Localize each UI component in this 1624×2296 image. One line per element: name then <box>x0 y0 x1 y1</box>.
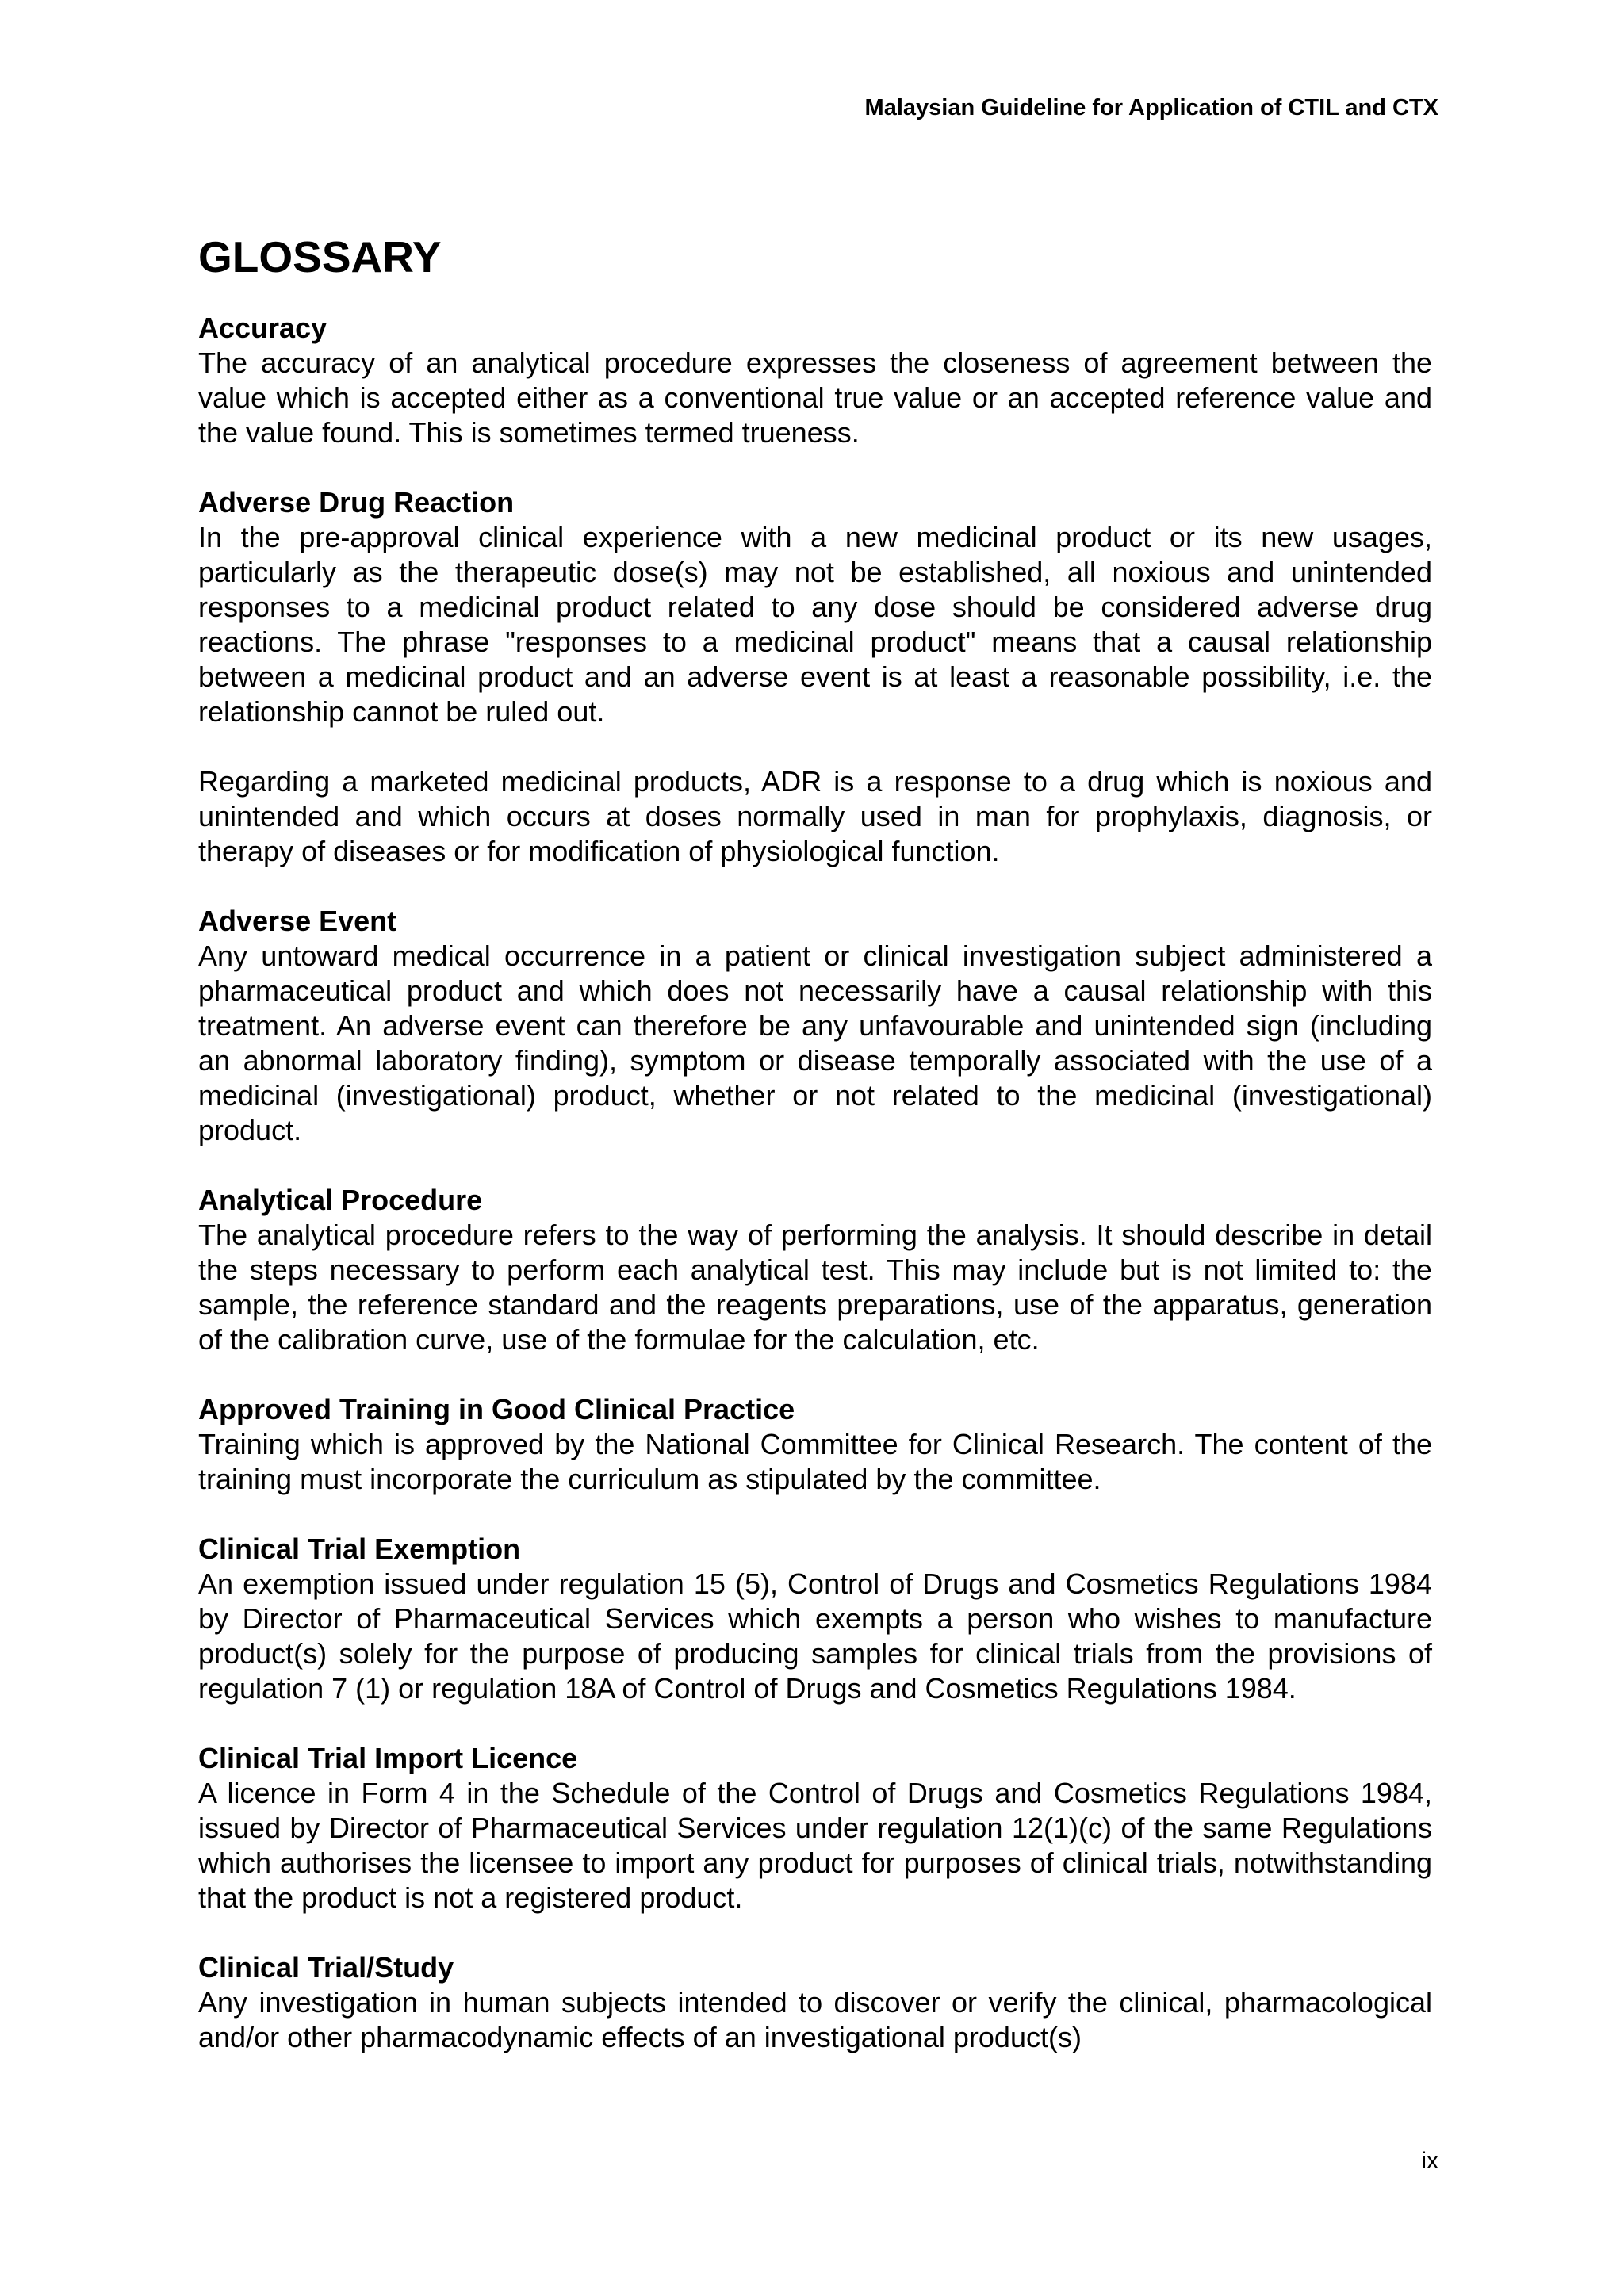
glossary-entry-adverse-event <box>198 904 1432 1148</box>
glossary-definition: Any investigation in human subjects intended to discover or verify the clinical, pharmacological and/or other pharmacodynamic effects of an investigational product(s) <box>198 1986 1432 2053</box>
page-content <box>198 232 1432 2090</box>
page-number: ix <box>1421 2148 1438 2174</box>
glossary-definition: Training which is approved by the National Committee for Clinical Research. The content of the training must incorporate the curriculum as stipulated by the committee. <box>198 1428 1432 1495</box>
glossary-term: Clinical Trial Import Licence <box>198 1742 578 1774</box>
glossary-definition: The accuracy of an analytical procedure expresses the closeness of agreement between the value which is accepted either as a conventional true value or an accepted reference value and the value found. This is sometimes termed trueness. <box>198 346 1432 449</box>
glossary-term: Accuracy <box>198 312 327 344</box>
glossary-term: Approved Training in Good Clinical Practice <box>198 1393 795 1425</box>
glossary-entry-accuracy <box>198 311 1432 450</box>
glossary-entry-clinical-trial-import-licence <box>198 1741 1432 1915</box>
glossary-entry-approved-training-gcp <box>198 1392 1432 1497</box>
glossary-entry-clinical-trial-exemption <box>198 1532 1432 1706</box>
glossary-definition: Any untoward medical occurrence in a patient or clinical investigation subject administered a pharmaceutical product and which does not necessarily have a causal relationship with this treatment. An adverse event can therefore be any unfavourable and unintended sign (including an abnormal laboratory finding), symptom or disease temporally associated with the use of a medicinal (investigational) product, whether or not related to the medicinal (investigational) product. <box>198 939 1432 1146</box>
glossary-definition: A licence in Form 4 in the Schedule of the Control of Drugs and Cosmetics Regulations 1984, issued by Director of Pharmaceutical Services under regulation 12(1)(c) of the same Regulations which authorises the licensee to import any product for purposes of clinical trials, notwithstanding that the product is not a registered product. <box>198 1777 1432 1914</box>
glossary-term: Clinical Trial/Study <box>198 1951 454 1984</box>
glossary-definition: The analytical procedure refers to the way of performing the analysis. It should describe in detail the steps necessary to perform each analytical test. This may include but is not limited to: the sample, the reference standard and the reagents preparations, use of the apparatus, generation of the calibration curve, use of the formulae for the calculation, etc. <box>198 1219 1432 1356</box>
page-title: GLOSSARY <box>198 232 442 281</box>
glossary-entry-clinical-trial-study <box>198 1950 1432 2055</box>
running-header: Malaysian Guideline for Application of CTIL and CTX <box>864 95 1438 121</box>
glossary-definition: Regarding a marketed medicinal products, ADR is a response to a drug which is noxious and unintended and which occurs at doses normally used in man for prophylaxis, diagnosis, or therapy of diseases or for modification of physiological function. <box>198 765 1432 867</box>
glossary-term: Adverse Drug Reaction <box>198 486 515 519</box>
glossary-term: Adverse Event <box>198 905 397 937</box>
glossary-term: Clinical Trial Exemption <box>198 1533 521 1565</box>
glossary-definition: An exemption issued under regulation 15 (5), Control of Drugs and Cosmetics Regulations 1984 by Director of Pharmaceutical Services which exempts a person who wishes to manufacture product(s) solely for the purpose of producing samples for clinical trials from the provisions of regulation 7 (1) or regulation 18A of Control of Drugs and Cosmetics Regulations 1984. <box>198 1567 1432 1705</box>
glossary-definition: In the pre-approval clinical experience with a new medicinal product or its new usages, particularly as the therapeutic dose(s) may not be established, all noxious and unintended responses to a medicinal product related to any dose should be considered adverse drug reactions. The phrase "responses to a medicinal product" means that a causal relationship between a medicinal product and an adverse event is at least a reasonable possibility, i.e. the relationship cannot be ruled out. <box>198 521 1432 728</box>
glossary-entry-analytical-procedure <box>198 1183 1432 1357</box>
glossary-entry-adverse-drug-reaction <box>198 485 1432 869</box>
glossary-term: Analytical Procedure <box>198 1184 483 1216</box>
